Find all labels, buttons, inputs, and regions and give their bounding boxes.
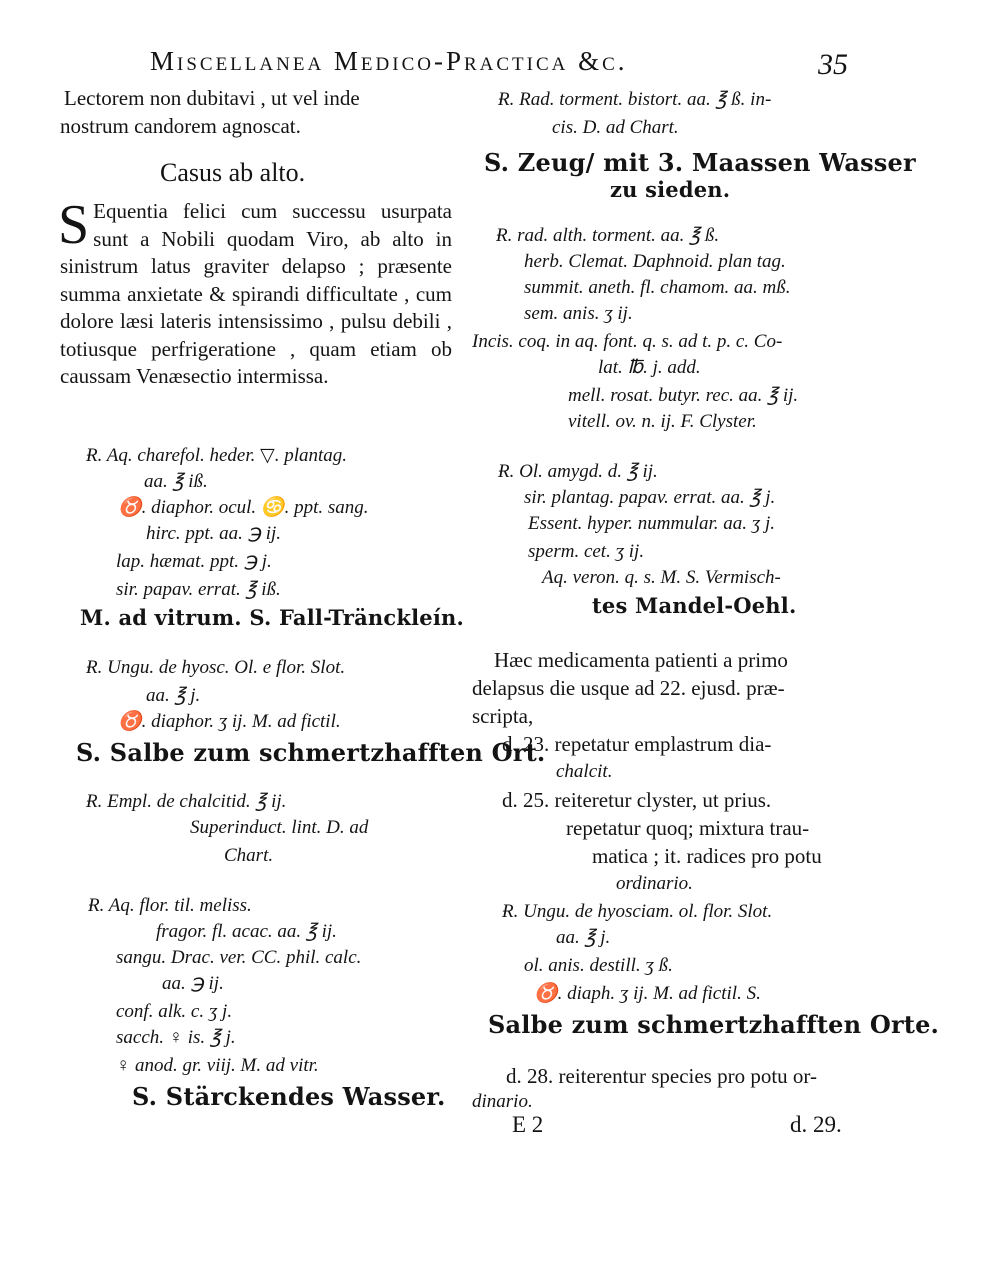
left-line: aa. ℥ j. bbox=[146, 685, 201, 706]
right-line: Ɍ. rad. alth. torment. aa. ℥ ß. bbox=[496, 225, 720, 246]
right-line: matica ; it. radices pro potu bbox=[592, 844, 822, 868]
right-line: d. 25. reiteretur clyster, ut prius. bbox=[502, 788, 772, 812]
left-line: ♉. diaphor. ʒ ij. M. ad fictil. bbox=[118, 711, 341, 732]
right-line: delapsus die usque ad 22. ejusd. præ- bbox=[472, 676, 785, 700]
left-line: aa. ℥ iß. bbox=[144, 471, 208, 492]
drop-cap: S bbox=[58, 194, 90, 256]
left-line: Casus ab alto. bbox=[160, 158, 306, 187]
right-line: Ɍ. Ungu. de hyosciam. ol. flor. Slot. bbox=[502, 901, 773, 922]
page-number: 35 bbox=[818, 48, 848, 81]
left-line: nostrum candorem agnoscat. bbox=[60, 114, 301, 138]
right-line: sem. anis. ʒ ij. bbox=[524, 303, 633, 324]
right-line: Ɍ. Ol. amygd. d. ℥ ij. bbox=[498, 461, 658, 482]
right-line: Salbe zum schmertzhafften Orte. bbox=[488, 1010, 940, 1039]
right-line: Essent. hyper. nummular. aa. ʒ j. bbox=[528, 513, 775, 534]
right-line: ♉. diaph. ʒ ij. M. ad fictil. S. bbox=[534, 983, 761, 1004]
right-line: dinario. bbox=[472, 1091, 533, 1112]
right-line: aa. ℥ j. bbox=[556, 927, 611, 948]
right-line: ol. anis. destill. ʒ ß. bbox=[524, 955, 673, 976]
right-line: herb. Clemat. Daphnoid. plan tag. bbox=[524, 251, 786, 272]
left-line: S. Stärckendes Wasser. bbox=[132, 1082, 446, 1111]
left-line: conf. alk. c. ʒ j. bbox=[116, 1001, 233, 1022]
right-line: vitell. ov. n. ij. F. Clyster. bbox=[568, 411, 757, 432]
right-line: scripta, bbox=[472, 704, 534, 728]
left-line: Lectorem non dubitavi , ut vel inde bbox=[64, 86, 360, 110]
left-line: fragor. fl. acac. aa. ℥ ij. bbox=[156, 921, 337, 942]
right-line: tes Mandel-Oehl. bbox=[592, 593, 797, 618]
right-line: chalcit. bbox=[556, 761, 613, 782]
right-line: repetatur quoq; mixtura trau- bbox=[566, 816, 810, 840]
right-line: d. 28. reiterentur species pro potu or- bbox=[506, 1064, 817, 1088]
running-head: Miscellanea Medico-Practica &c. bbox=[150, 46, 628, 76]
right-line: S. Zeug/ mit 3. Maassen Wasser bbox=[484, 148, 916, 177]
right-line: mell. rosat. butyr. rec. aa. ℥ ij. bbox=[568, 385, 799, 406]
signature-mark: E 2 bbox=[512, 1112, 544, 1137]
right-line: ordinario. bbox=[616, 873, 693, 894]
left-line: lap. hæmat. ppt. ℈ j. bbox=[116, 551, 272, 572]
left-line: sir. papav. errat. ℥ iß. bbox=[116, 579, 281, 600]
right-line: d. 23. repetatur emplastrum dia- bbox=[502, 732, 772, 756]
left-line: hirc. ppt. aa. ℈ ij. bbox=[146, 523, 282, 544]
paragraph-text: Equentia felici cum successu usurpata sunt a Nobili quodam Viro, ab alto in sinistrum latus graviter delapso ; præsente summa anxietate & spirandi difficultate , cum dolore læsi lateris intensissimo , pulsu debili , totiusque perfrigeratione , quam etiam ob caussam Venæsectio intermissa. bbox=[60, 199, 452, 388]
left-line: Ɍ. Aq. flor. til. meliss. bbox=[88, 895, 252, 916]
catchword: d. 29. bbox=[790, 1112, 842, 1137]
left-line: ♉. diaphor. ocul. ♋. ppt. sang. bbox=[118, 497, 369, 518]
left-line: sangu. Drac. ver. CC. phil. calc. bbox=[116, 947, 362, 968]
right-line: Ɍ. Rad. torment. bistort. aa. ℥ ß. in- bbox=[498, 89, 772, 110]
left-line: sacch. ♀ is. ℥ j. bbox=[116, 1027, 236, 1048]
left-line: Ɍ. Empl. de chalcitid. ℥ ij. bbox=[86, 791, 287, 812]
right-line: sperm. cet. ʒ ij. bbox=[528, 541, 645, 562]
right-line: Aq. veron. q. s. M. S. Vermisch- bbox=[542, 567, 781, 588]
left-line: Superinduct. lint. D. ad bbox=[190, 817, 369, 838]
right-line: lat. ℔. j. add. bbox=[598, 357, 701, 378]
right-line: sir. plantag. papav. errat. aa. ℥ j. bbox=[524, 487, 776, 508]
right-line: summit. aneth. fl. chamom. aa. mß. bbox=[524, 277, 791, 298]
left-line: Chart. bbox=[224, 845, 274, 866]
right-line: Incis. coq. in aq. font. q. s. ad t. p. c. Co- bbox=[472, 331, 783, 352]
left-line: S. Salbe zum schmertzhafften Ort. bbox=[76, 738, 546, 767]
left-line: Ɍ. Aq. charefol. heder. ▽. plantag. bbox=[86, 445, 348, 466]
right-line: cis. D. ad Chart. bbox=[552, 117, 679, 138]
left-line: Ɍ. Ungu. de hyosc. Ol. e flor. Slot. bbox=[86, 657, 346, 678]
right-line: zu sieden. bbox=[610, 177, 731, 202]
left-line: ♀ anod. gr. viij. M. ad vitr. bbox=[116, 1055, 319, 1076]
right-line: Hæc medicamenta patienti a primo bbox=[494, 648, 788, 672]
left-line: aa. ℈ ij. bbox=[162, 973, 224, 994]
left-line: M. ad vitrum. S. Fall-Tränckleín. bbox=[80, 605, 464, 630]
case-paragraph bbox=[58, 194, 452, 391]
